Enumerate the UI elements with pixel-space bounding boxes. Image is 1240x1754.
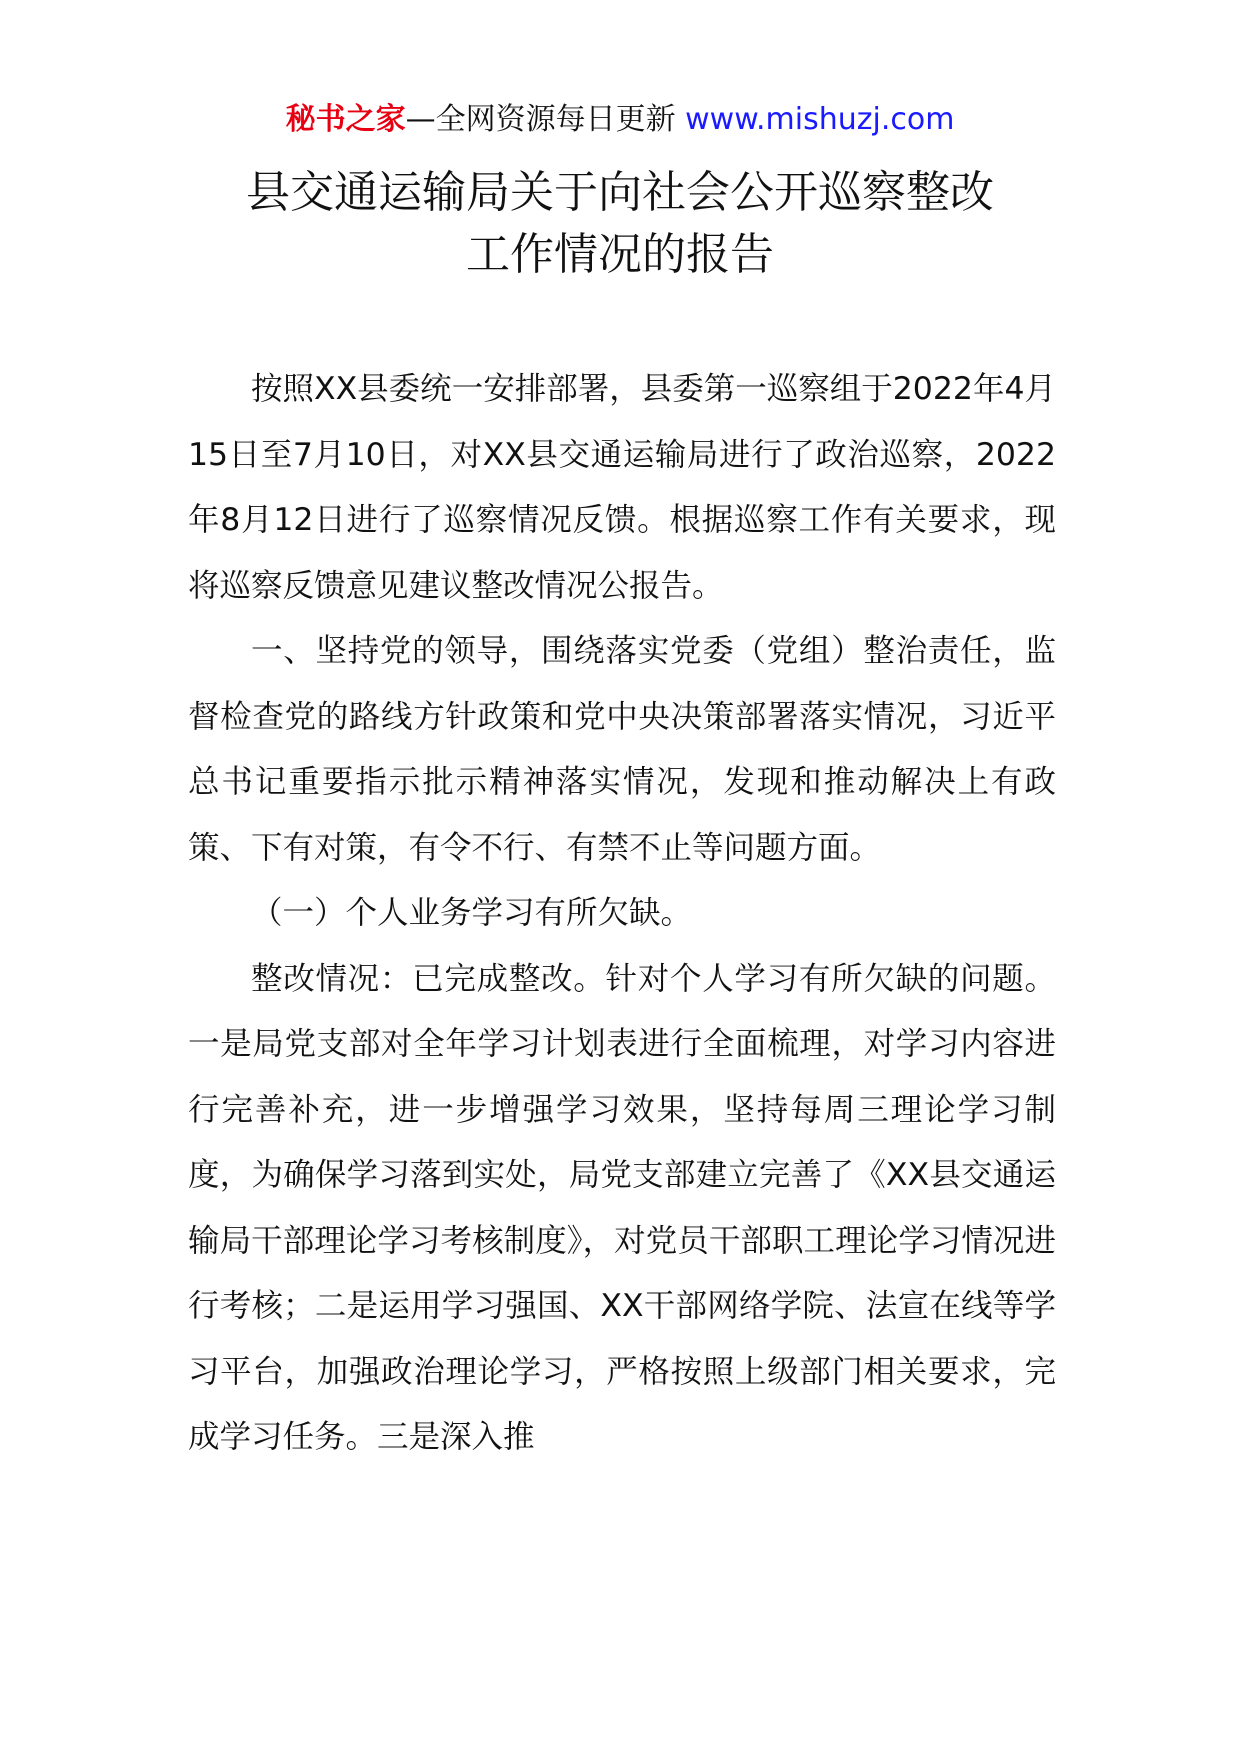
paragraph-rectification: 整改情况：已完成整改。针对个人学习有所欠缺的问题。一是局党支部对全年学习计划表进行全面梳理，对学习内容进行完善补充，进一步增强学习效果，坚持每周三理论学习制度，为确保学习落到实处，局党支部建立完善了《XX县交通运输局干部理论学习考核制度》，对党员干部职工理论学习情况进行考核；二是运用学习强国、XX干部网络学院、法宣在线等学习平台，加强政治理论学习，严格按照上级部门相关要求，完成学习任务。三是深入推 (188, 960, 1056, 1455)
watermark-header (0, 100, 1240, 140)
paragraph-subsection-heading: （一）个人业务学习有所欠缺。 (251, 895, 693, 931)
title-line-1: 县交通运输局关于向社会公开巡察整改 (246, 167, 994, 218)
brand-name: 秘书之家 (285, 102, 406, 137)
paragraph-intro: 按照XX县委统一安排部署，县委第一巡察组于2022年4月15日至7月10日，对XX县交通运输局进行了政治巡察，2022年8月12日进行了巡察情况反馈。根据巡察工作有关要求，现将巡察反馈意见建议整改情况公报告。 (188, 371, 1056, 604)
document-title (0, 162, 1240, 286)
document-body (188, 357, 1056, 1471)
site-link[interactable]: www.mishuzj.com (685, 102, 955, 137)
header-slogan: —全网资源每日更新 (405, 102, 676, 137)
paragraph-section-one: 一、坚持党的领导，围绕落实党委（党组）整治责任，监督检查党的路线方针政策和党中央决策部署落实情况，习近平总书记重要指示批示精神落实情况，发现和推动解决上有政策、下有对策，有令不行、有禁不止等问题方面。 (188, 633, 1056, 866)
title-line-2: 工作情况的报告 (466, 229, 774, 280)
